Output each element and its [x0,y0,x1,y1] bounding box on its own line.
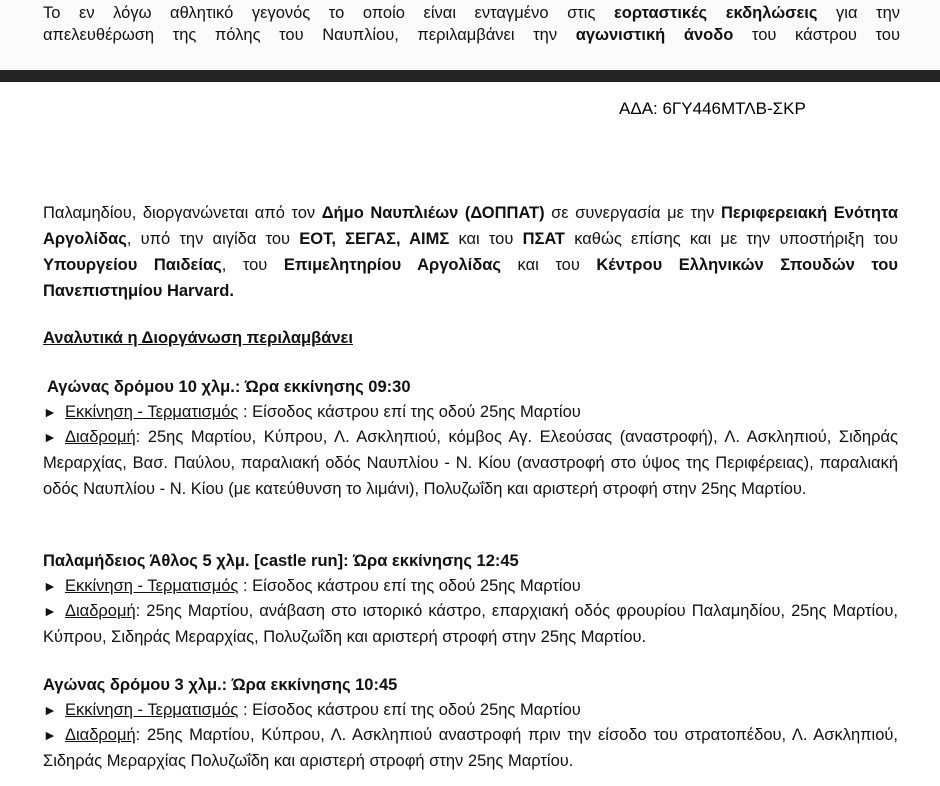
route-label: Διαδρομή [65,428,136,446]
race-route: ► Διαδρομή: 25ης Μαρτίου, Κύπρου, Λ. Ασκληπιού αναστροφή πριν την είσοδο του στρατοπέδου, Λ. Ασκληπιού, Σιδηράς Μεραρχίας Πολυζωΐδη και αριστερή στροφή στην 25ης Μαρτίου. [43,722,898,774]
page-divider [0,70,940,82]
start-label: Εκκίνηση - Τερματισμός [65,403,239,421]
top-paragraph-line-2: απελευθέρωση της πόλης του Ναυπλίου, περιλαμβάνει την αγωνιστική άνοδο του κάστρου του [43,26,900,44]
race-start-line: ► Εκκίνηση - Τερματισμός : Είσοδος κάστρου επί της οδού 25ης Μαρτίου [43,399,581,425]
top-paragraph-line-1: Το εν λόγω αθλητικό γεγονός το οποίο είναι ενταγμένο στις εορταστικές εκδηλώσεις για την [43,4,900,22]
race-title: Αγώνας δρόμου 10 χλμ.: Ώρα εκκίνησης 09:30 [47,378,411,396]
start-label: Εκκίνηση - Τερματισμός [65,701,239,719]
route-label: Διαδρομή [65,726,136,744]
race-title: Αγώνας δρόμου 3 χλμ.: Ώρα εκκίνησης 10:45 [43,676,398,694]
start-label: Εκκίνηση - Τερματισμός [65,577,239,595]
race-start-line: ► Εκκίνηση - Τερματισμός : Είσοδος κάστρου επί της οδού 25ης Μαρτίου [43,697,581,723]
race-title: Παλαμήδειος Άθλος 5 χλμ. [castle run]: Ώρα εκκίνησης 12:45 [43,552,519,570]
arrow-right-icon: ► [43,603,57,619]
arrow-right-icon: ► [43,727,57,743]
arrow-right-icon: ► [43,429,57,445]
race-start-line: ► Εκκίνηση - Τερματισμός : Είσοδος κάστρου επί της οδού 25ης Μαρτίου [43,573,581,599]
ada-code: ΑΔΑ: 6ΓΥ446ΜΤΛΒ-ΣΚΡ [619,99,806,118]
previous-page-fragment [0,0,940,70]
section-heading: Αναλυτικά η Διοργάνωση περιλαμβάνει [43,329,353,347]
intro-paragraph: Παλαμηδίου, διοργανώνεται από τον Δήμο Ναυπλιέων (ΔΟΠΠΑΤ) σε συνεργασία με την Περιφερειακή Ενότητα Αργολίδας, υπό την αιγίδα του ΕΟΤ, ΣΕΓΑΣ, ΑΙΜΣ και του ΠΣΑΤ καθώς επίσης και με την υποστήριξη του Υπουργείου Παιδείας, του Επιμελητηρίου Αργολίδας και του Κέντρου Ελληνικών Σπουδών του Πανεπιστημίου Harvard. [43,204,898,300]
route-label: Διαδρομή [65,602,136,620]
arrow-right-icon: ► [43,578,57,594]
arrow-right-icon: ► [43,404,57,420]
arrow-right-icon: ► [43,702,57,718]
race-route: ► Διαδρομή: 25ης Μαρτίου, Κύπρου, Λ. Ασκληπιού, κόμβος Αγ. Ελεούσας (αναστροφή), Λ. Ασκληπιού, Σιδηράς Μεραρχίας, Βασ. Παύλου, παραλιακή οδός Ναυπλίου - Ν. Κίου (αναστροφή στο ύψος της Περιφέρειας), παραλιακή οδός Ναυπλίου - Ν. Κίου (με κατεύθυνση το λιμάνι), Πολυζωΐδη και αριστερή στροφή στην 25ης Μαρτίου. [43,424,898,502]
race-route: ► Διαδρομή: 25ης Μαρτίου, ανάβαση στο ιστορικό κάστρο, επαρχιακή οδός φρουρίου Παλαμηδίου, 25ης Μαρτίου, Κύπρου, Σιδηράς Μεραρχίας, Πολυζωΐδη και αριστερή στροφή στην 25ης Μαρτίου. [43,598,898,650]
